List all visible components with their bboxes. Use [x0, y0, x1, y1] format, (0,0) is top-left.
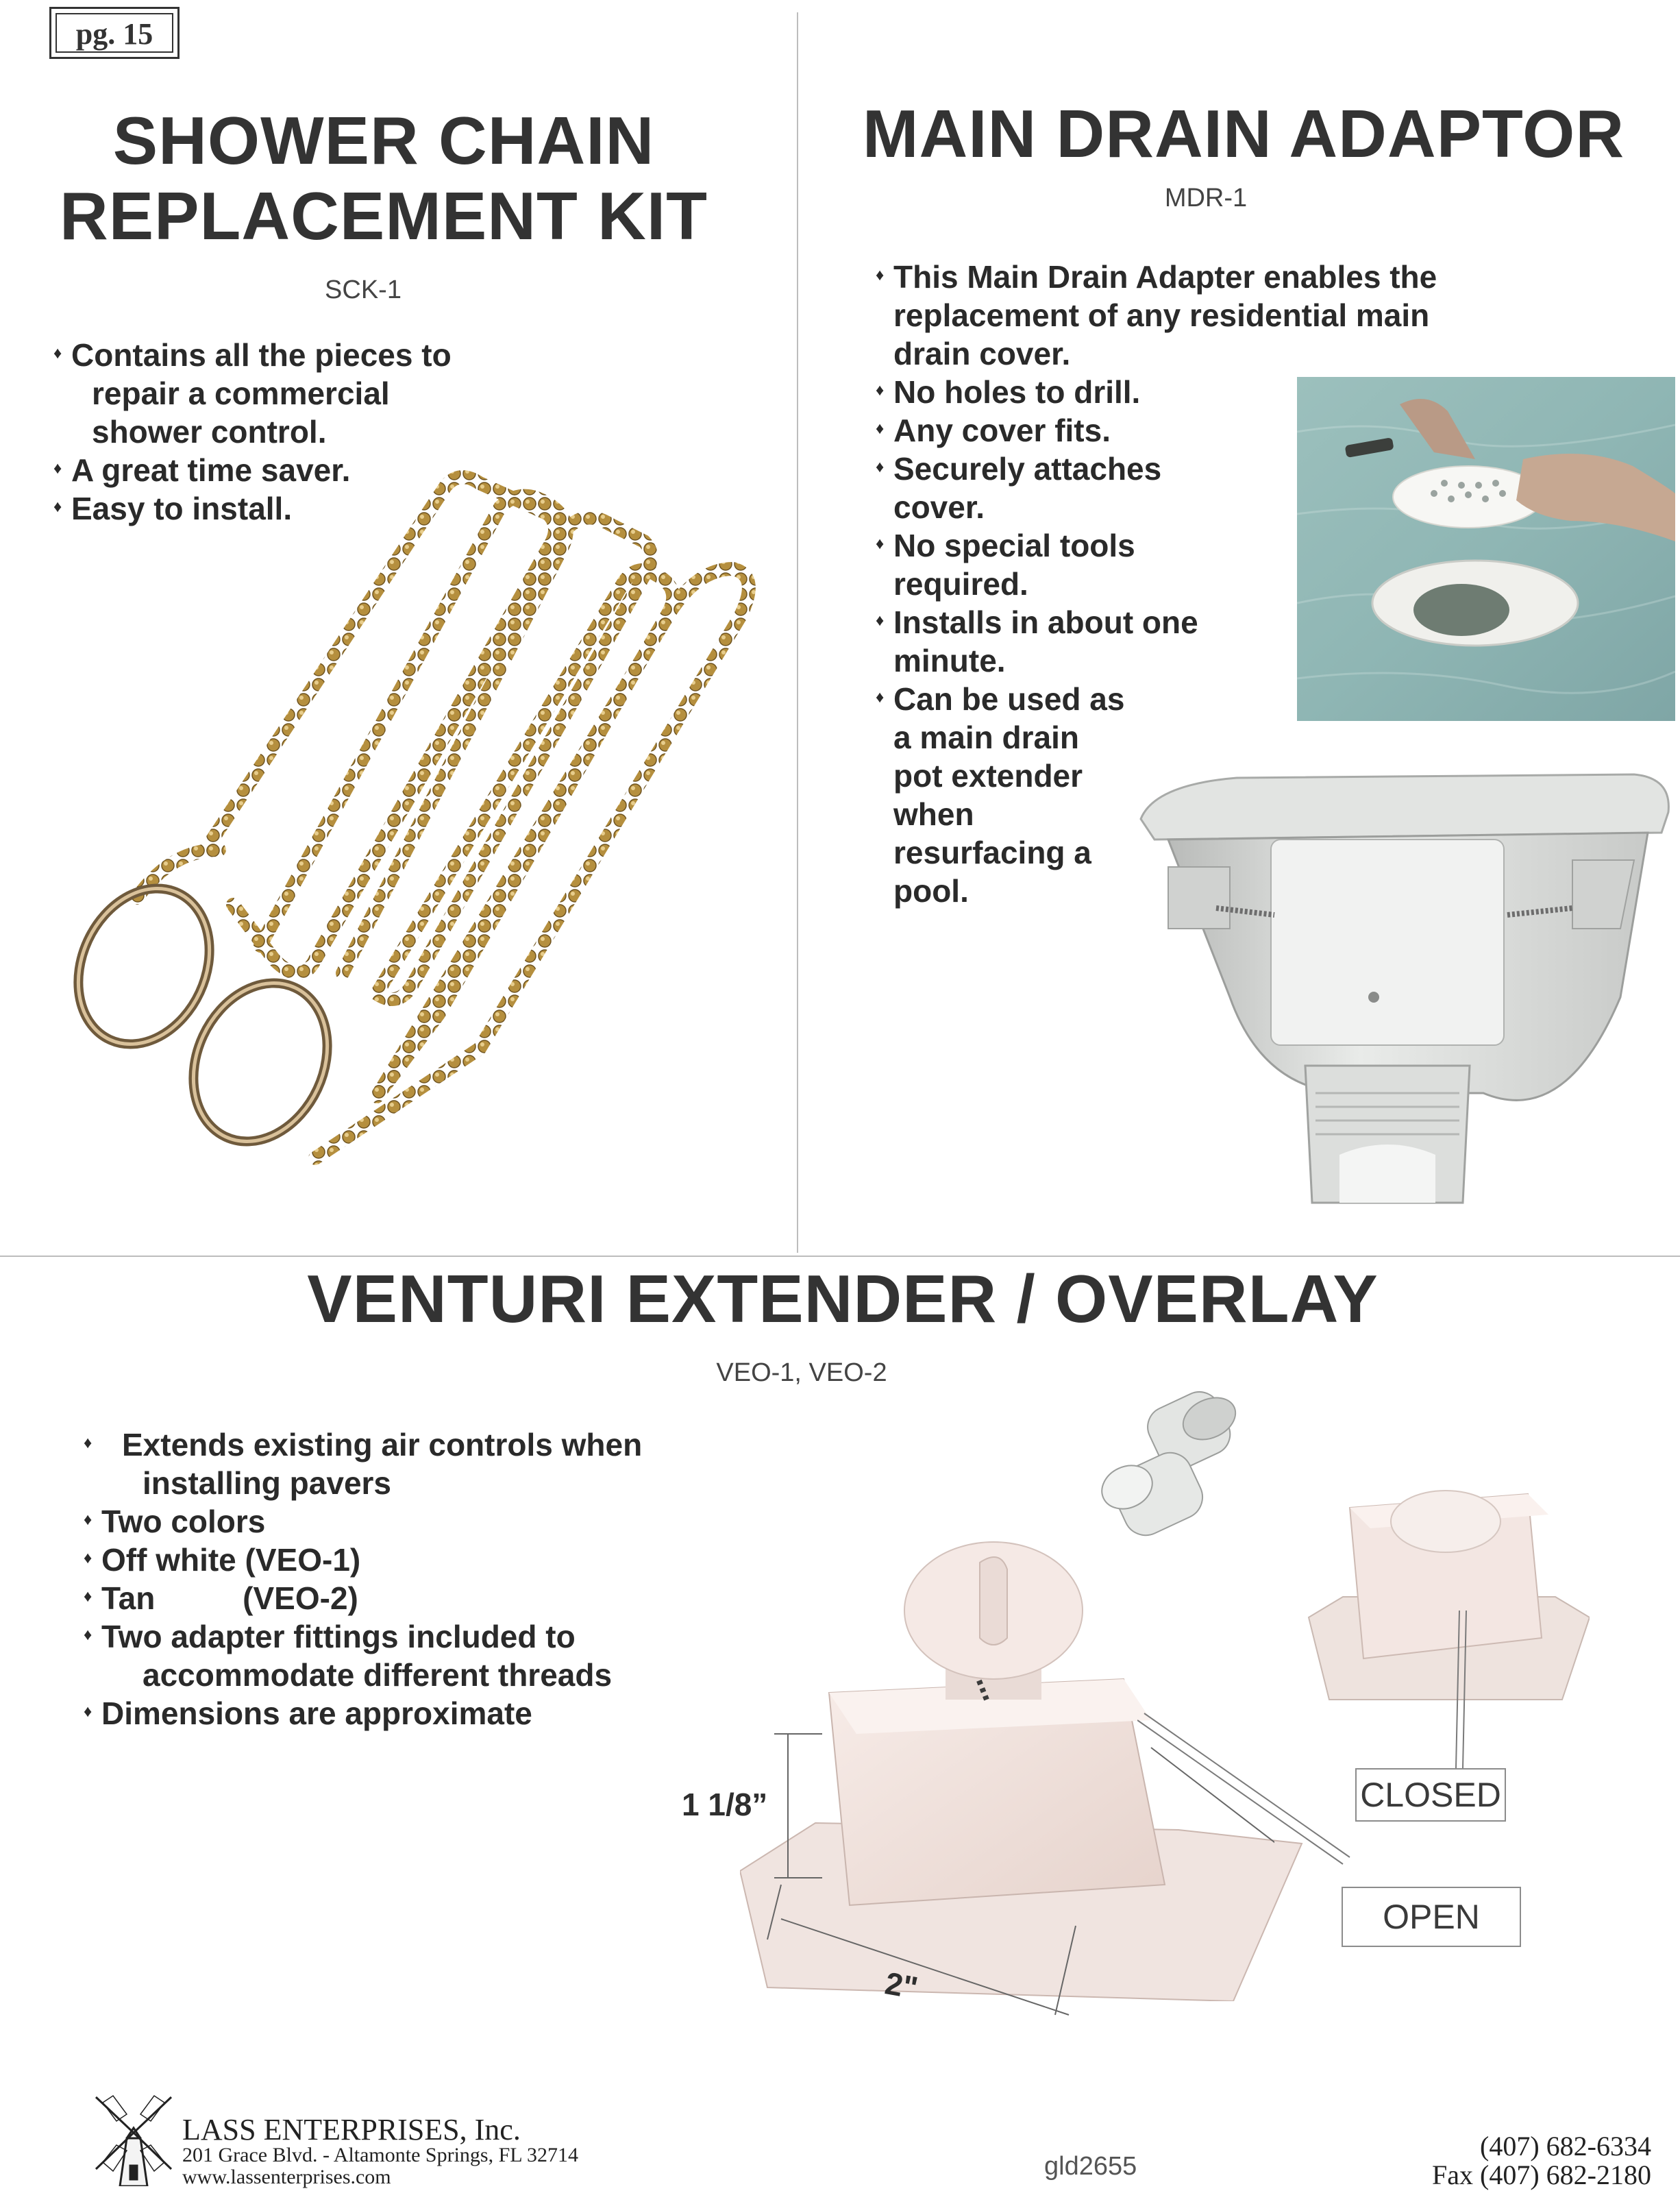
- company-website[interactable]: www.lassenterprises.com: [182, 2166, 391, 2188]
- shower-title: [27, 103, 740, 254]
- shower-bullet: ♦ A great time saver.: [53, 451, 574, 489]
- venturi-bullet: ♦ Extends existing air controls when installing pavers: [84, 1425, 741, 1502]
- open-label-box: OPEN: [1342, 1887, 1521, 1947]
- venturi-bullet: ♦ Two adapter fittings included to accommodate different threads: [84, 1617, 741, 1694]
- closed-label-box: CLOSED: [1355, 1768, 1506, 1822]
- venturi-codes: VEO-1, VEO-2: [716, 1358, 887, 1387]
- key-rings: [55, 867, 352, 1164]
- shower-title-line1: SHOWER CHAIN: [112, 103, 655, 178]
- main-drain-adapter-image: [1127, 771, 1675, 1210]
- drain-bullet: ♦ Can be used as a main drain pot extender when resurfacing a pool.: [876, 680, 1520, 910]
- shower-code: SCK-1: [325, 276, 402, 304]
- drain-bullet: ♦ No holes to drill.: [876, 373, 1520, 411]
- drain-bullet: ♦ Securely attaches cover.: [876, 450, 1520, 526]
- reference-code: gld2655: [1044, 2152, 1137, 2181]
- fax-number: Fax (407) 682-2180: [1432, 2159, 1651, 2190]
- bead-chains: [137, 477, 749, 1158]
- company-name: LASS ENTERPRISES, Inc.: [182, 2113, 521, 2146]
- shower-bullet: ♦ Contains all the pieces to repair a commercial shower control.: [53, 336, 574, 451]
- pool-install-photo: [1297, 377, 1675, 721]
- drain-title: MAIN DRAIN ADAPTOR: [862, 96, 1625, 171]
- shower-title-line2: REPLACEMENT KIT: [60, 178, 708, 254]
- venturi-bullet-list: [84, 1425, 741, 1733]
- height-dimension-label: 1 1/8”: [682, 1787, 768, 1822]
- shower-chain-image: [55, 466, 781, 1234]
- venturi-bullet: ♦ Off white (VEO-1): [84, 1541, 741, 1579]
- page-number: pg. 15: [55, 13, 173, 53]
- drain-bullet: ♦ Installs in about one minute.: [876, 603, 1520, 680]
- venturi-bullet: ♦ Two colors: [84, 1502, 741, 1541]
- venturi-bullet: ♦ Tan (VEO-2): [84, 1579, 741, 1617]
- width-dimension-label: 2": [882, 1965, 921, 2006]
- drain-bullet: ♦ No special tools required.: [876, 526, 1520, 603]
- windmill-logo-icon: [89, 2090, 178, 2186]
- page-number-box: [49, 7, 180, 59]
- drain-code: MDR-1: [1164, 184, 1248, 212]
- venturi-title: VENTURI EXTENDER / OVERLAY: [307, 1261, 1379, 1336]
- phone-number: (407) 682-6334: [1480, 2131, 1651, 2162]
- shower-bullet: ♦ Easy to install.: [53, 489, 574, 528]
- callout-leader-lines: [1137, 1597, 1521, 1919]
- drain-bullet: ♦ This Main Drain Adapter enables the replacement of any residential main drain cover.: [876, 258, 1520, 373]
- company-address: 201 Grace Blvd. - Altamonte Springs, FL 32714: [182, 2144, 578, 2166]
- horizontal-divider: [0, 1256, 1680, 1257]
- drain-bullet: ♦ Any cover fits.: [876, 411, 1520, 450]
- vertical-divider: [797, 12, 798, 1253]
- venturi-bullet: ♦ Dimensions are approximate: [84, 1694, 741, 1733]
